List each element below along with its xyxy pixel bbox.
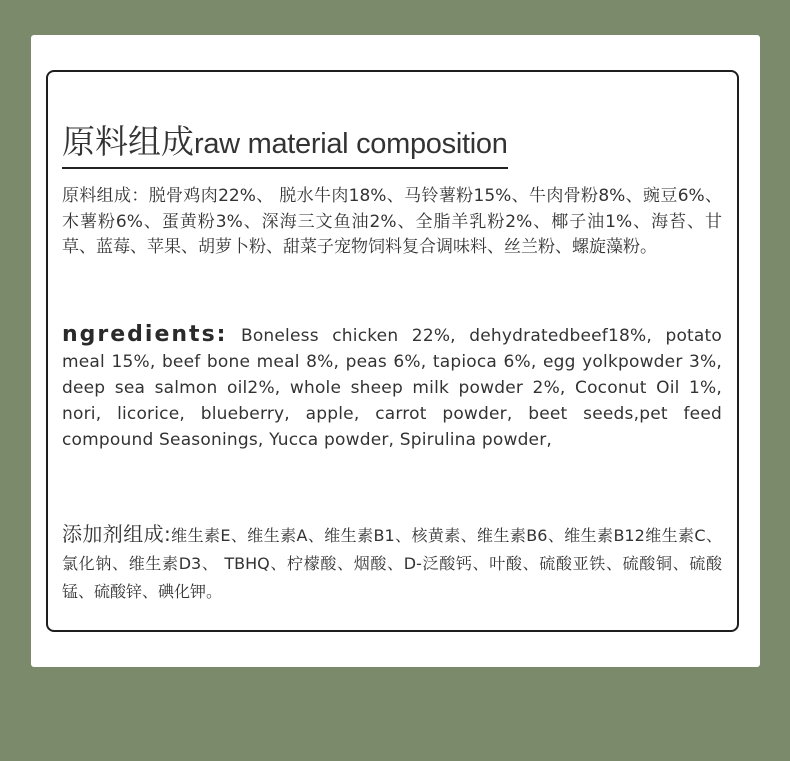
additives-cn: [62, 520, 722, 606]
raw-materials-label: 原料组成：: [62, 186, 149, 206]
additives-text: 维生素E、维生素A、维生素B1、核黄素、维生素B6、维生素B12维生素C、氯化钠、维生素D3、 TBHQ、柠檬酸、烟酸、D-泛酸钙、叶酸、硫酸亚铁、硫酸铜、硫酸锰、硫酸锌、碘化钾。: [62, 526, 722, 601]
raw-materials-cn: [62, 184, 722, 261]
content-card: [31, 35, 760, 667]
ingredients-en: [62, 322, 722, 453]
section-title: [62, 116, 508, 169]
composition-frame: [46, 70, 739, 632]
additives-label: 添加剂组成:: [62, 522, 171, 546]
ingredients-label: ngredients:: [62, 322, 228, 347]
raw-materials-text: 脱骨鸡肉22%、 脱水牛肉18%、马铃薯粉15%、牛肉骨粉8%、豌豆6%、木薯粉6%、蛋黄粉3%、深海三文鱼油2%、全脂羊乳粉2%、椰子油1%、海苔、甘草、蓝莓、苹果、胡萝卜粉、甜菜子宠物饲料复合调味料、丝兰粉、螺旋藻粉。: [62, 186, 723, 257]
ingredients-text: Boneless chicken 22%, dehydratedbeef18%, potato meal 15%, beef bone meal 8%, peas 6%, tapioca 6%, egg yolkpowder 3%, deep sea salmon oil2%, whole sheep milk powder 2%, Coconut Oil 1%, nori, licorice, blueberry, apple, carrot powder, beet seeds,pet feed compound Seasonings, Yucca powder, Spirulina powder,: [62, 326, 722, 450]
title-cn: 原料组成: [62, 122, 194, 161]
title-en: raw material composition: [194, 128, 508, 160]
